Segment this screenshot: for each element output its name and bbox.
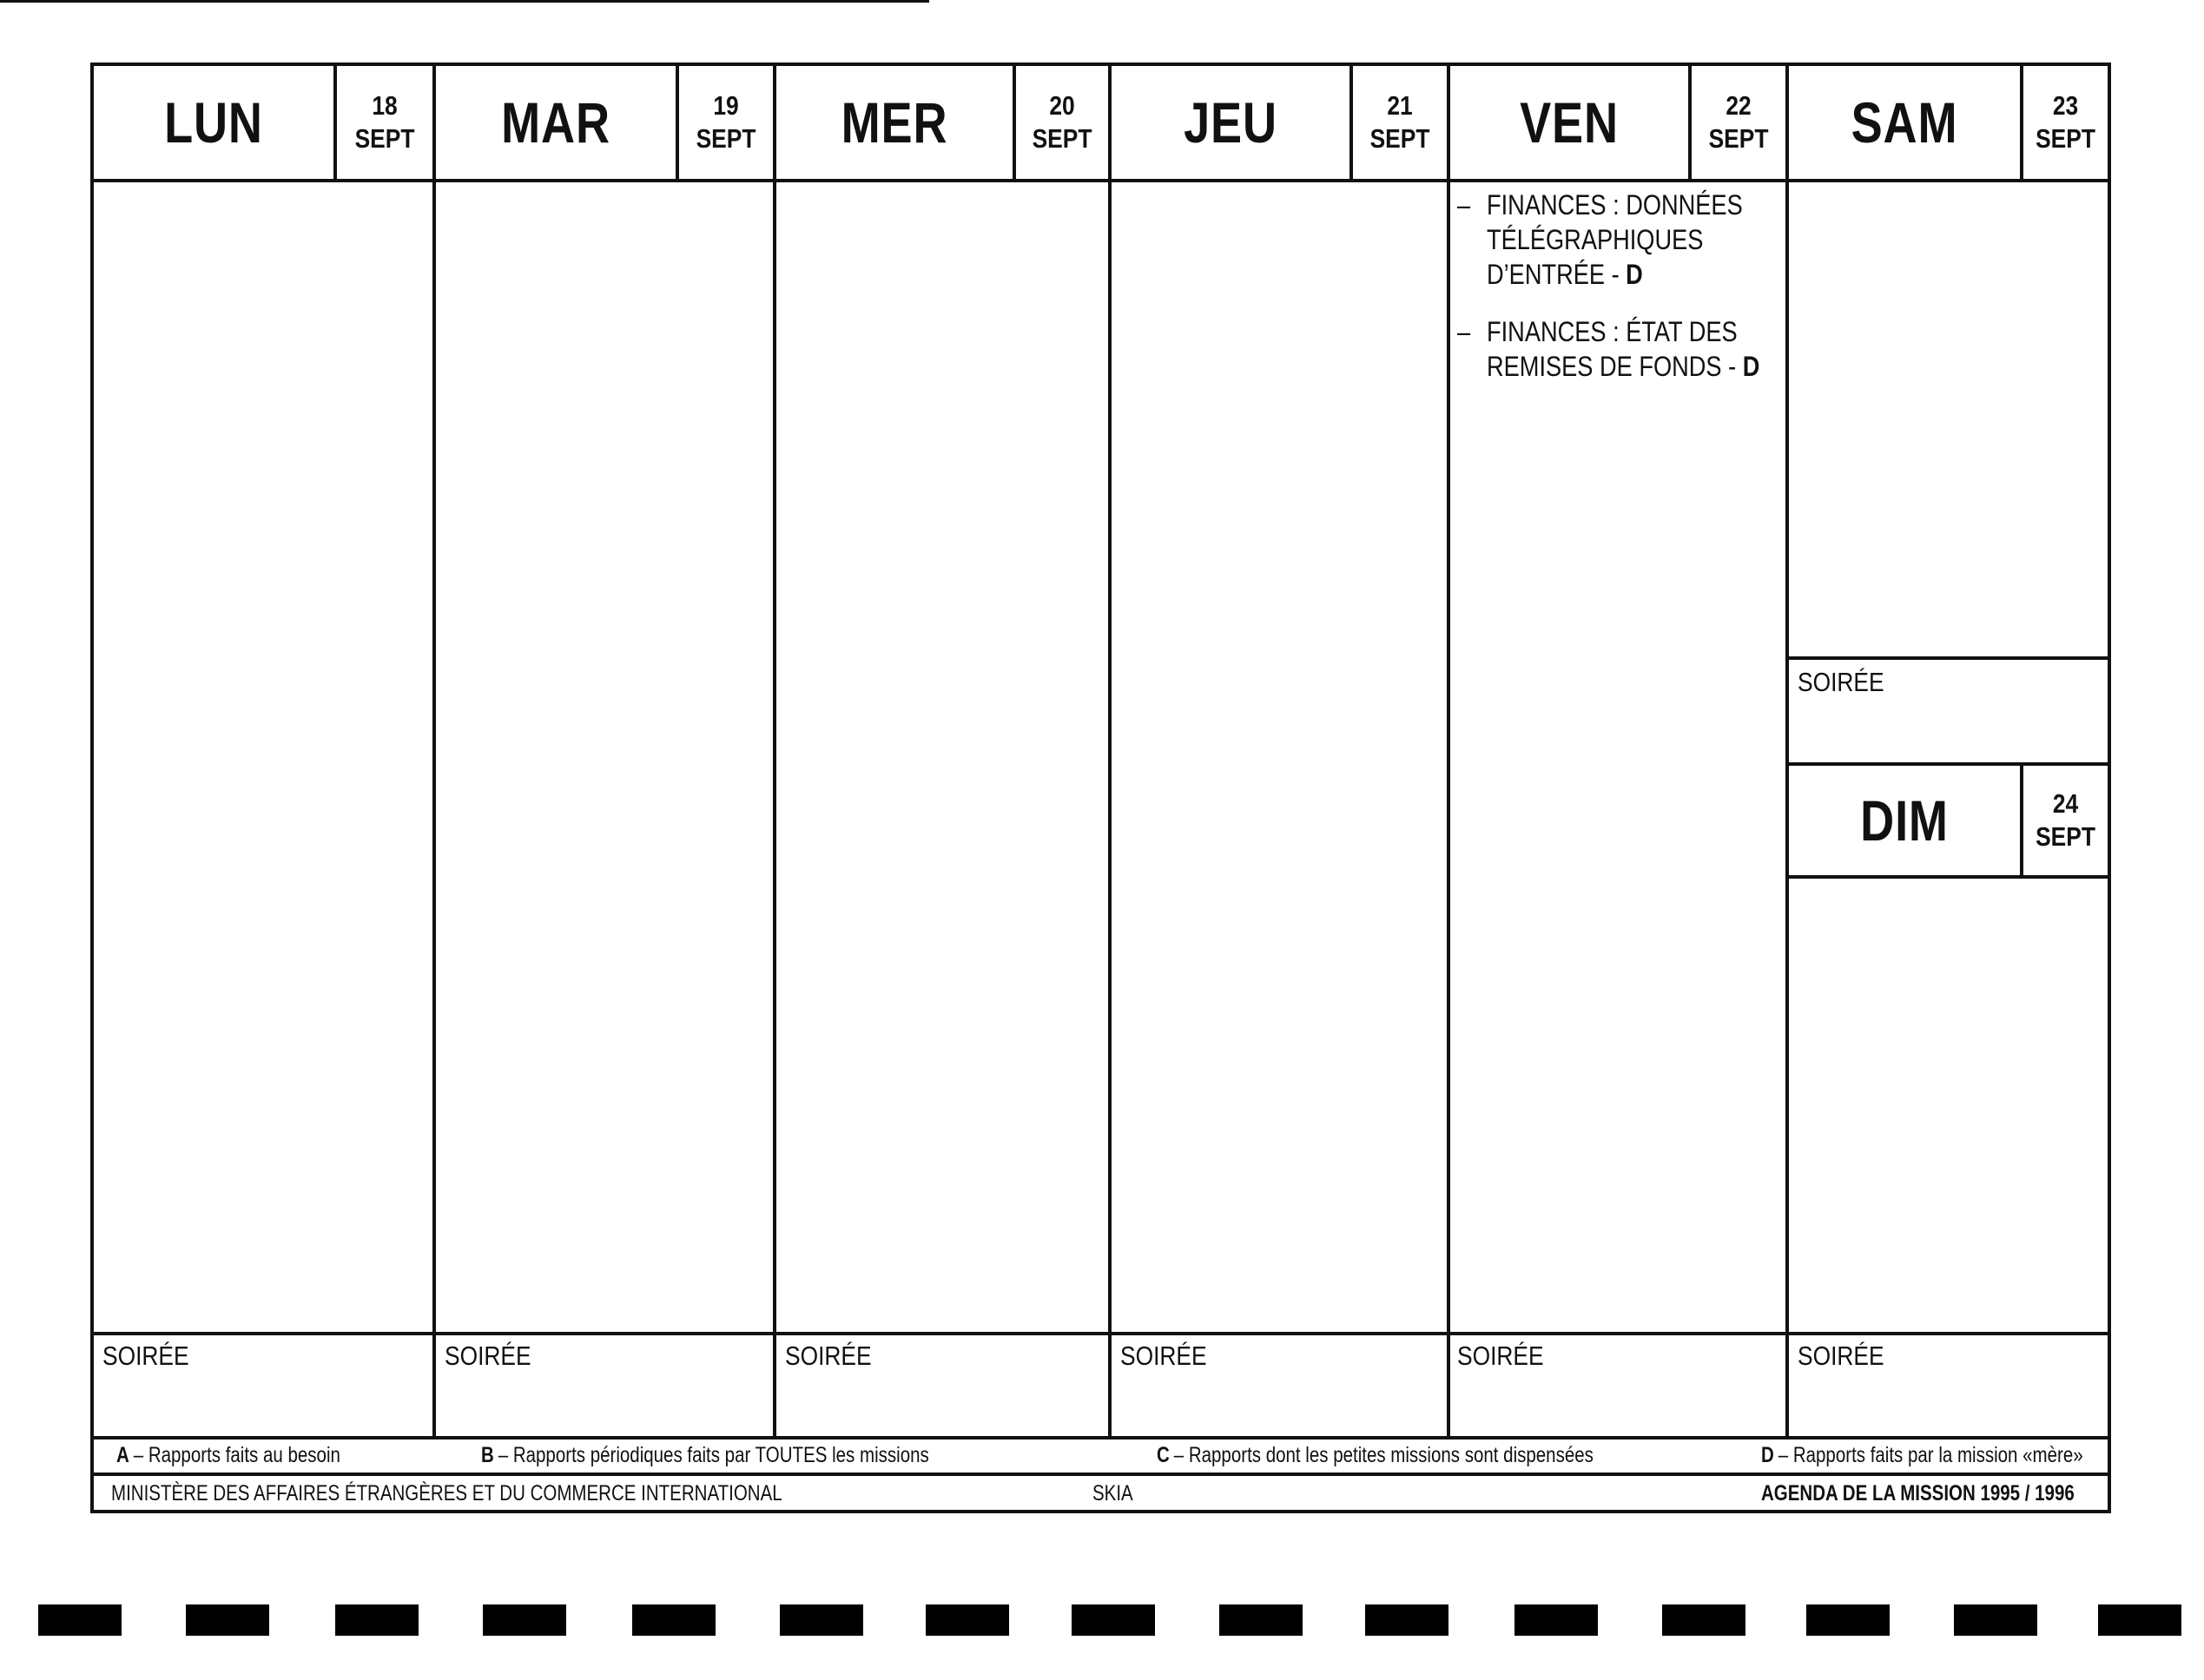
- date-day: 18: [372, 90, 398, 121]
- date-month: SEPT: [354, 123, 415, 154]
- date-box-divider: [2020, 766, 2023, 879]
- legend-d: [1761, 1443, 2083, 1468]
- legend-code: C: [1157, 1443, 1170, 1467]
- day-date-jeu: [1360, 66, 1440, 179]
- legend-code: A: [116, 1443, 129, 1467]
- footer-ministry: MINISTÈRE DES AFFAIRES ÉTRANGÈRES ET DU COMMERCE INTERNATIONAL: [111, 1481, 782, 1505]
- entry-dash: –: [1457, 189, 1471, 221]
- soiree-label-mar: SOIRÉE: [445, 1341, 531, 1371]
- date-day: 23: [2052, 90, 2079, 121]
- perforation-hole: [38, 1604, 122, 1636]
- column-divider: [1785, 66, 1789, 1438]
- date-day: 21: [1387, 90, 1413, 121]
- perforation-hole: [632, 1604, 716, 1636]
- column-divider: [773, 66, 776, 1438]
- date-day: 24: [2052, 788, 2079, 819]
- day-name-dim: DIM: [1860, 788, 1949, 853]
- date-box-divider: [676, 66, 679, 179]
- column-divider: [1108, 66, 1112, 1438]
- legend-code: D: [1761, 1443, 1774, 1467]
- legend-code: B: [481, 1443, 494, 1467]
- entry-line: FINANCES : ÉTAT DES: [1487, 316, 1738, 347]
- day-name-jeu: JEU: [1184, 90, 1277, 155]
- column-divider: [1447, 66, 1450, 1438]
- perforation-hole: [1806, 1604, 1890, 1636]
- date-month: SEPT: [696, 123, 756, 154]
- entry-code: D: [1626, 259, 1643, 290]
- entry-last-line: [1457, 257, 1743, 292]
- entry-line: REMISES DE FONDS -: [1487, 351, 1743, 382]
- perforation-strip: [0, 1604, 2204, 1639]
- perforation-hole: [1072, 1604, 1155, 1636]
- perforation-hole: [1662, 1604, 1745, 1636]
- legend-b: [481, 1443, 929, 1468]
- day-name-mer: MER: [841, 90, 948, 155]
- entry-code: D: [1742, 351, 1760, 382]
- entry-line: D’ENTRÉE -: [1487, 259, 1627, 290]
- day-name-ven: VEN: [1520, 90, 1619, 155]
- top-edge-line: [0, 0, 929, 3]
- date-box-divider: [333, 66, 337, 179]
- perforation-hole: [1514, 1604, 1598, 1636]
- date-box-divider: [1688, 66, 1692, 179]
- entry-line: TÉLÉGRAPHIQUES: [1487, 224, 1704, 255]
- date-box-divider: [1013, 66, 1016, 179]
- soiree-label-ven: SOIRÉE: [1457, 1341, 1544, 1371]
- day-name-sam: SAM: [1851, 90, 1958, 155]
- date-box-divider: [2020, 66, 2023, 179]
- date-day: 19: [713, 90, 739, 121]
- date-month: SEPT: [2036, 123, 2095, 154]
- sam-soiree-rule: [1785, 656, 2111, 660]
- footer-rule: [94, 1472, 2108, 1476]
- day-name-mar: MAR: [501, 90, 610, 155]
- perforation-hole: [1954, 1604, 2037, 1636]
- date-month: SEPT: [1369, 123, 1430, 154]
- perforation-hole: [1219, 1604, 1303, 1636]
- entry-dash: –: [1457, 316, 1471, 347]
- column-divider: [432, 66, 436, 1438]
- entry-line: FINANCES : DONNÉES: [1487, 189, 1743, 221]
- day-date-ven: [1699, 66, 1778, 179]
- perforation-hole: [1365, 1604, 1448, 1636]
- date-month: SEPT: [1708, 123, 1769, 154]
- legend-rule: [94, 1436, 2108, 1440]
- soiree-label-lun: SOIRÉE: [102, 1341, 189, 1371]
- soiree-label-mer: SOIRÉE: [785, 1341, 872, 1371]
- day-date-lun: [344, 66, 426, 179]
- date-month: SEPT: [2036, 821, 2095, 852]
- perforation-hole: [780, 1604, 863, 1636]
- footer-agenda-title: AGENDA DE LA MISSION 1995 / 1996: [1761, 1481, 2075, 1505]
- entry-last-line: [1457, 349, 1759, 384]
- soiree-label-sam: SOIRÉE: [1798, 667, 1884, 697]
- legend-text: – Rapports dont les petites missions sont dispensées: [1173, 1443, 1594, 1467]
- legend-a: [116, 1443, 340, 1468]
- agenda-entry: [1457, 314, 1759, 384]
- soiree-label-jeu: SOIRÉE: [1120, 1341, 1207, 1371]
- date-box-divider: [1349, 66, 1353, 179]
- perforation-hole: [2098, 1604, 2181, 1636]
- soiree-rule: [94, 1332, 2108, 1335]
- date-day: 22: [1726, 90, 1752, 121]
- legend-c: [1157, 1443, 1594, 1468]
- perforation-hole: [186, 1604, 269, 1636]
- perforation-hole: [335, 1604, 419, 1636]
- header-rule: [94, 179, 2108, 182]
- date-month: SEPT: [1032, 123, 1092, 154]
- legend-text: – Rapports périodiques faits par TOUTES les missions: [498, 1443, 929, 1467]
- soiree-label-dim: SOIRÉE: [1798, 1341, 1884, 1371]
- perforation-hole: [926, 1604, 1009, 1636]
- date-day: 20: [1049, 90, 1075, 121]
- day-date-mar: [686, 66, 766, 179]
- dim-header-bottom-rule: [1785, 875, 2111, 879]
- day-name-lun: LUN: [164, 90, 263, 155]
- footer-code: SKIA: [1092, 1481, 1133, 1505]
- perforation-hole: [483, 1604, 566, 1636]
- day-date-dim: [2029, 766, 2101, 875]
- day-date-sam: [2029, 66, 2101, 179]
- legend-text: – Rapports faits par la mission «mère»: [1778, 1443, 2083, 1467]
- legend-text: – Rapports faits au besoin: [133, 1443, 340, 1467]
- day-date-mer: [1023, 66, 1101, 179]
- weekly-agenda-grid: [90, 63, 2111, 1513]
- agenda-entry: [1457, 188, 1743, 292]
